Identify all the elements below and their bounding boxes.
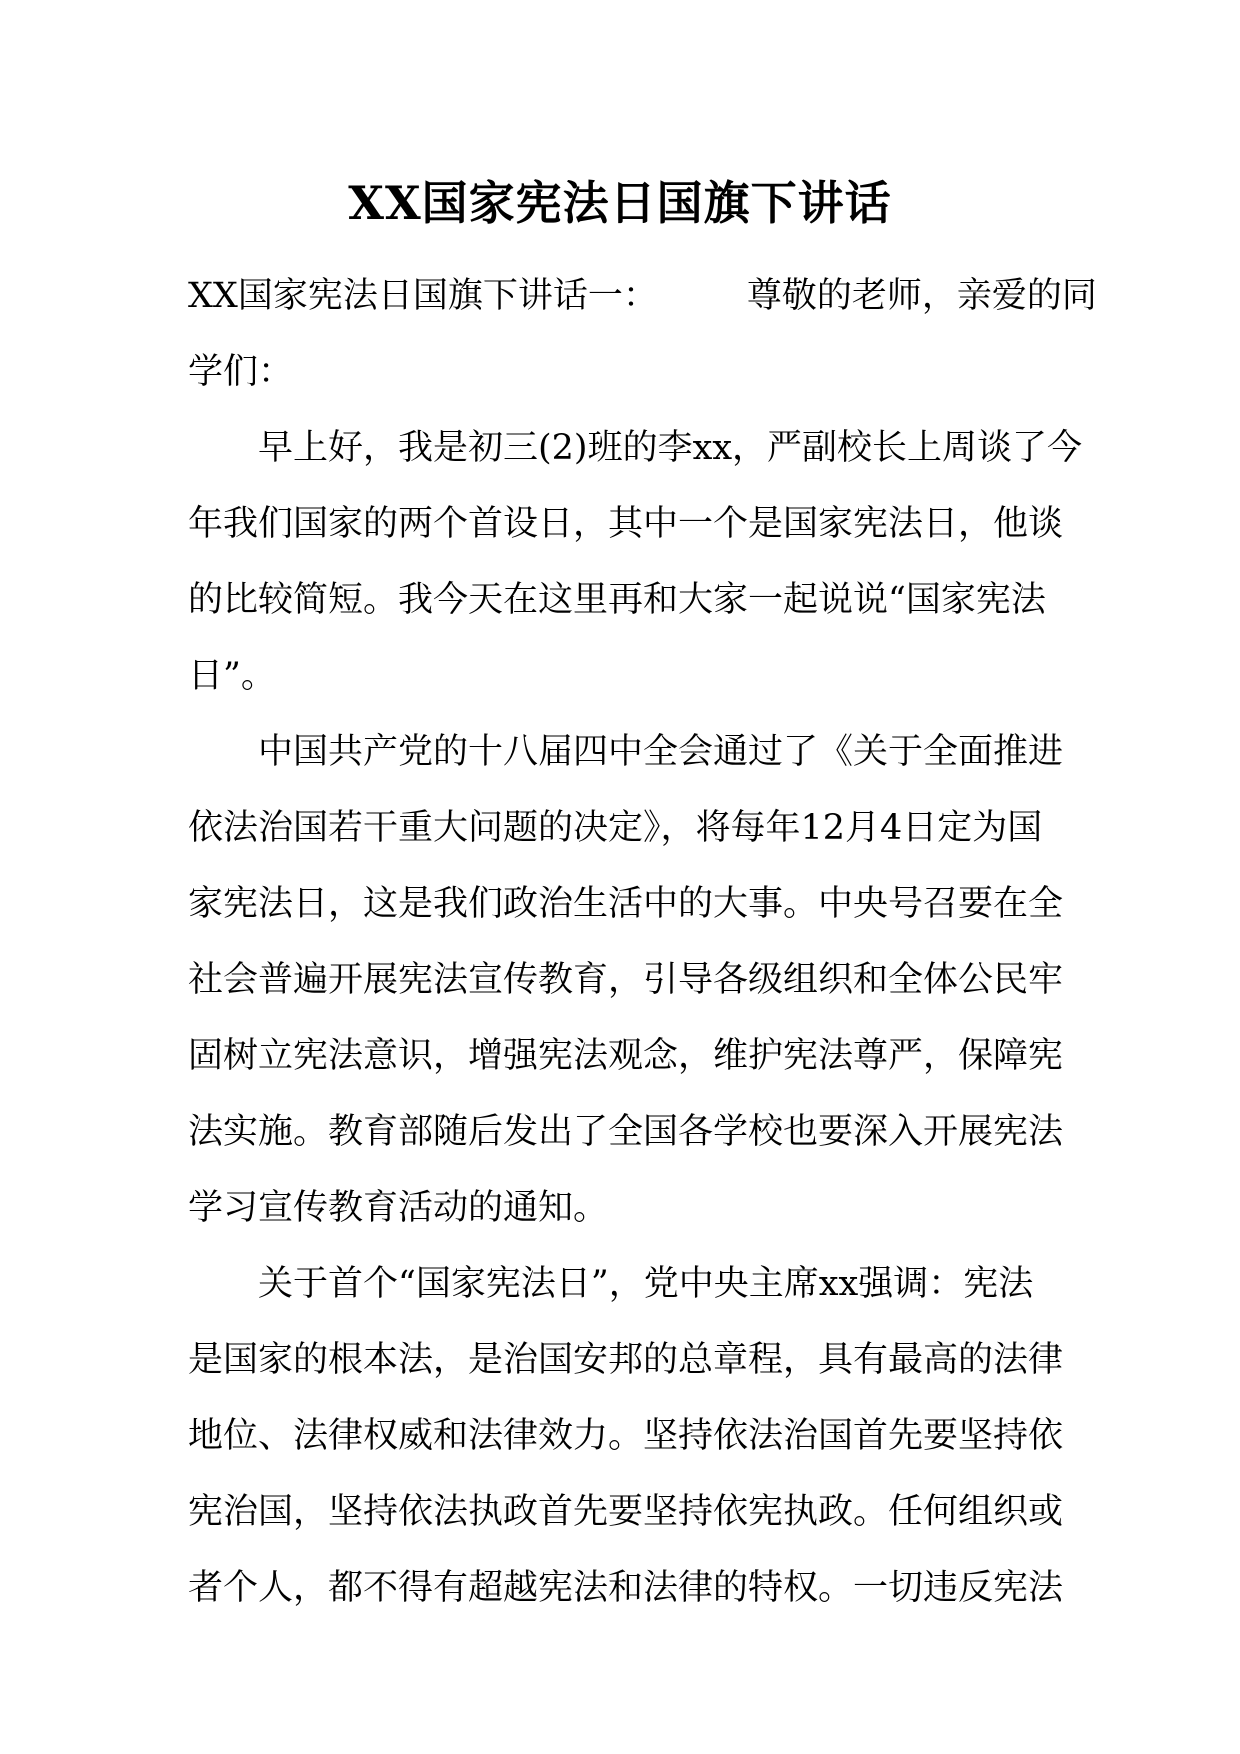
paragraph-start-line: 关于首个“国家宪法日”，党中央主席xx强调：宪法: [258, 1264, 1034, 1304]
document-body: [188, 258, 1097, 1626]
body-line: 者个人，都不得有超越宪法和法律的特权。一切违反宪法: [188, 1568, 1064, 1608]
body-line: 学们：: [188, 352, 294, 392]
body-line: 依法治国若干重大问题的决定》，将每年12月4日定为国: [188, 808, 1043, 848]
body-line: 固树立宪法意识，增强宪法观念，维护宪法尊严，保障宪: [188, 1036, 1064, 1076]
body-line: 法实施。教育部随后发出了全国各学校也要深入开展宪法: [188, 1112, 1064, 1152]
body-line: XX国家宪法日国旗下讲话一： 尊敬的老师，亲爱的同: [188, 276, 1097, 316]
body-line: 学习宣传教育活动的通知。: [188, 1188, 609, 1228]
body-line: 日”。: [188, 656, 276, 696]
paragraph-start-line: 早上好，我是初三(2)班的李xx，严副校长上周谈了今: [258, 428, 1083, 468]
document-title: XX国家宪法日国旗下讲话: [348, 176, 892, 230]
body-line: 宪治国，坚持依法执政首先要坚持依宪执政。任何组织或: [188, 1492, 1064, 1532]
body-line: 地位、法律权威和法律效力。坚持依法治国首先要坚持依: [188, 1416, 1064, 1456]
body-line: 家宪法日，这是我们政治生活中的大事。中央号召要在全: [188, 884, 1064, 924]
body-line: 的比较简短。我今天在这里再和大家一起说说“国家宪法: [188, 580, 1046, 620]
body-line: 社会普遍开展宪法宣传教育，引导各级组织和全体公民牢: [188, 960, 1064, 1000]
body-line: 是国家的根本法，是治国安邦的总章程，具有最高的法律: [188, 1340, 1064, 1380]
paragraph-start-line: 中国共产党的十八届四中全会通过了《关于全面推进: [258, 732, 1064, 772]
body-line: 年我们国家的两个首设日，其中一个是国家宪法日，他谈: [188, 504, 1064, 544]
